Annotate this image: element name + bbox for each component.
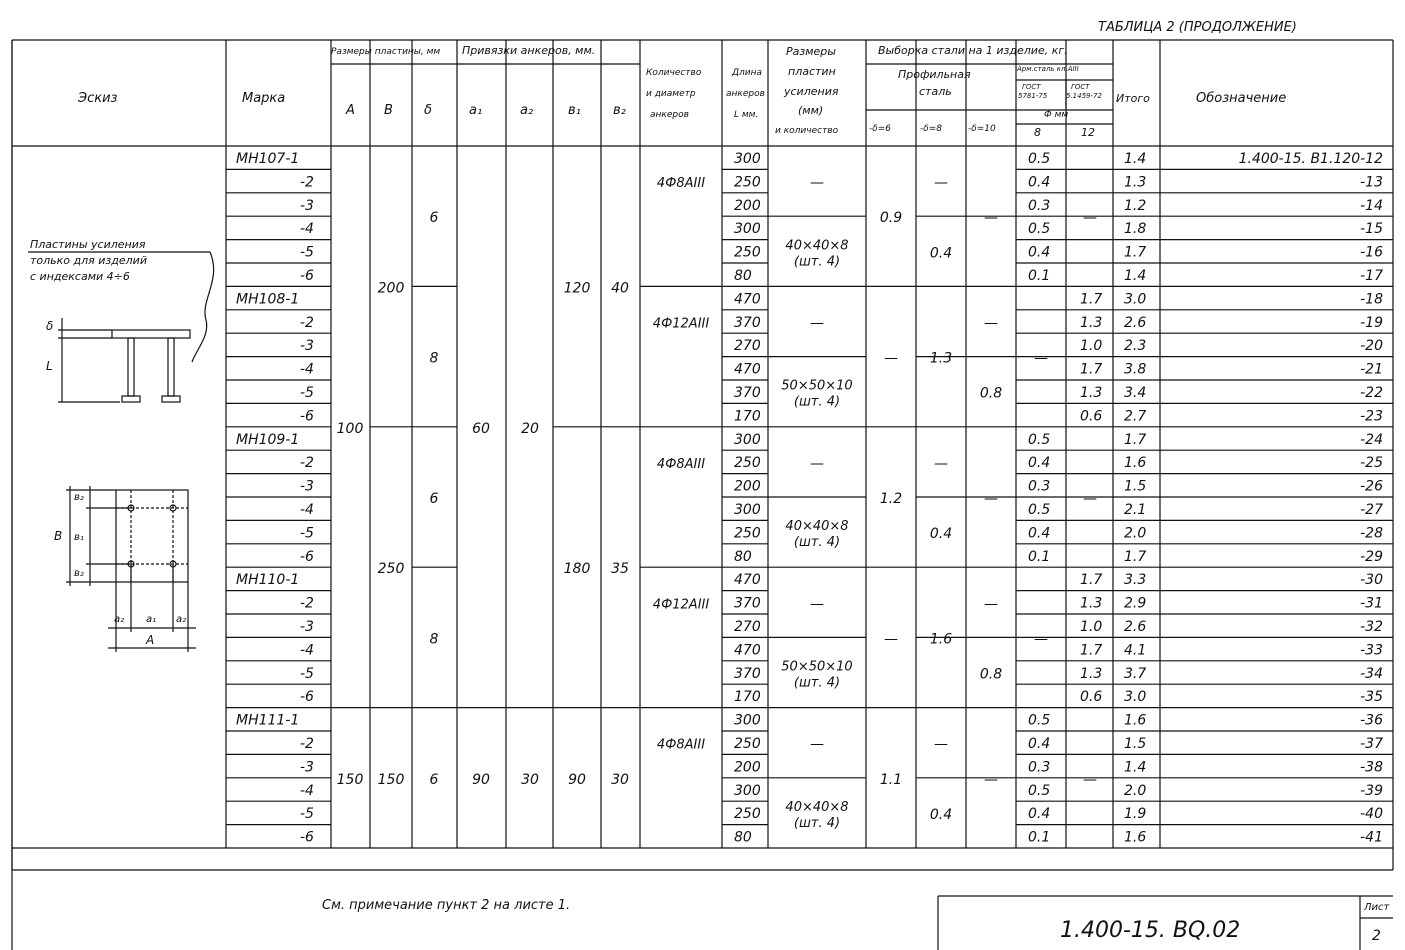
designation-cell: -40 [1360,806,1383,823]
profile-d10-dash: — [984,210,998,227]
header-steel-sample: Выборка стали на 1 изделие, кг. [878,44,1068,57]
phi12-cell: 1.3 [1080,314,1103,331]
phi12-dash: — [1083,210,1097,227]
header-b2: в₂ [613,103,626,118]
total-cell: 1.5 [1124,736,1147,752]
plate-delta-cell: 8 [429,350,439,367]
designation-cell: -13 [1360,174,1383,191]
anchor-length-cell: 470 [734,642,761,659]
reinf-count-cell: (шт. 4) [793,815,841,831]
total-cell: 1.6 [1124,829,1147,846]
phi8-cell: 0.5 [1028,221,1051,238]
header-gost2-1: ГОСТ [1071,83,1090,91]
header-plate-sizes: Размеры пластины, мм [331,47,441,57]
plate-B-cell: 250 [377,561,405,578]
phi8-cell: 0.5 [1028,712,1051,729]
profile-d6-cell: 0.9 [879,210,903,227]
mark-cell: -5 [300,665,314,682]
header-b1: в₁ [568,103,581,118]
sketch-note-3: с индексами 4÷6 [30,270,130,283]
b1-cell: 90 [568,771,586,788]
header-reinf-4: (мм) [798,104,824,117]
total-cell: 2.3 [1124,338,1147,355]
phi12-cell: 0.6 [1080,408,1103,425]
anchor-length-cell: 170 [734,408,761,425]
plate-B-cell: 150 [377,771,405,788]
header-plate-A: А [346,103,355,118]
profile-d8-dash: — [934,455,948,472]
phi8-cell: 0.3 [1028,197,1051,214]
anchor-length-cell: 200 [734,478,761,495]
header-anchor-offsets: Привязки анкеров, мм. [462,44,596,57]
header-anchor-len-2: анкеров [726,89,765,99]
profile-d8-cell: 1.6 [929,631,953,648]
header-d8: -δ=8 [920,124,943,134]
mark-cell: -3 [300,759,314,776]
total-cell: 1.7 [1124,244,1147,261]
anchor-length-cell: 250 [734,736,761,752]
phi8-cell: 0.5 [1028,151,1051,167]
designation-cell: -23 [1360,408,1383,425]
total-cell: 3.0 [1124,689,1147,706]
mark-cell: -2 [300,314,314,331]
header-a1: a₁ [469,103,483,118]
mark-cell: МН107-1 [236,151,300,167]
header-anchor-count-2: и диаметр [646,89,696,99]
header-reinf-2: пластин [788,65,836,78]
total-cell: 1.7 [1124,548,1147,565]
mark-cell: -5 [300,244,314,261]
mark-cell: -2 [300,455,314,472]
anchor-length-cell: 250 [734,174,761,191]
reinf-size-cell: 50×50×10 [781,659,853,675]
profile-d8-cell: 0.4 [929,526,953,543]
anchor-type-cell: 4Ф8АIII [656,456,706,472]
plate-A-cell: 150 [336,771,364,788]
total-cell: 3.4 [1124,385,1147,401]
table-caption: ТАБЛИЦА 2 (ПРОДОЛЖЕНИЕ) [1098,20,1297,35]
mark-cell: МН108-1 [236,291,300,308]
header-mark: Марка [242,91,286,106]
anchor-length-cell: 470 [734,361,761,378]
anchor-length-cell: 200 [734,759,761,776]
profile-d8-cell: 0.4 [929,245,953,262]
total-cell: 3.0 [1124,291,1147,308]
header-gost1-2: 5781-75 [1018,92,1048,100]
phi8-cell: 0.1 [1028,548,1051,565]
phi8-cell: 0.4 [1028,455,1051,472]
reinf-size-cell: 40×40×8 [785,799,849,815]
header-profile-steel-1: Профильная [898,68,971,81]
profile-d8-dash: — [934,736,948,753]
phi8-cell: 0.4 [1028,244,1051,261]
mark-cell: -6 [300,689,314,706]
anchor-length-cell: 370 [734,665,761,682]
anchor-length-cell: 300 [734,431,761,448]
b2-cell: 40 [611,280,629,297]
mark-cell: МН109-1 [236,431,300,448]
footer-note: См. примечание пункт 2 на листе 1. [322,898,571,913]
reinf-dash-cell: — [810,736,824,753]
designation-cell: -36 [1360,712,1383,729]
designation-cell: -14 [1360,197,1383,214]
anchor-length-cell: 370 [734,385,761,401]
anchor-length-cell: 370 [734,314,761,331]
mark-cell: -5 [300,525,314,542]
profile-d6-cell: 1.2 [879,491,903,507]
profile-d8-dash: — [934,175,948,192]
anchor-length-cell: 470 [734,291,761,308]
profile-d10-cell: 0.8 [979,385,1003,402]
anchor-length-cell: 370 [734,595,761,612]
sheet-number: 2 [1372,928,1381,944]
mark-cell: -4 [300,221,314,238]
sketch-dim-a2-left: a₂ [114,614,125,625]
plate-delta-cell: 8 [429,631,439,648]
profile-d6-dash: — [884,631,898,648]
designation-cell: -37 [1360,736,1383,752]
anchor-length-cell: 300 [734,502,761,518]
phi12-cell: 1.7 [1080,361,1103,378]
total-cell: 1.4 [1124,151,1147,167]
designation-cell: -17 [1360,268,1383,284]
phi8-cell: 0.5 [1028,431,1051,448]
sketch-dim-a1: a₁ [146,614,157,625]
reinf-dash-cell: — [810,315,824,332]
designation-cell: -15 [1360,221,1383,238]
anchor-length-cell: 300 [734,221,761,238]
total-cell: 2.7 [1124,408,1147,425]
profile-d10-cell: 0.8 [979,666,1003,683]
phi12-cell: 1.7 [1080,291,1103,308]
anchor-length-cell: 250 [734,455,761,472]
total-cell: 2.9 [1124,595,1147,612]
mark-cell: -3 [300,619,314,635]
mark-cell: -6 [300,268,314,284]
phi12-cell: 1.0 [1080,619,1103,635]
designation-cell: -38 [1360,759,1383,776]
mark-cell: -3 [300,197,314,214]
total-cell: 2.6 [1124,314,1147,331]
b1-cell: 180 [563,561,591,578]
designation-cell: -30 [1360,572,1383,589]
b2-cell: 30 [611,771,629,788]
reinf-count-cell: (шт. 4) [793,535,841,551]
profile-d8-cell: 1.3 [929,350,953,367]
total-cell: 4.1 [1124,642,1147,659]
sketch-dim-a2-right: a₂ [176,614,187,625]
designation-cell: -33 [1360,642,1383,659]
header-reinf-1: Размеры [786,45,836,58]
header-plate-B: В [384,103,393,118]
header-anchor-count-1: Количество [646,68,702,78]
anchor-length-cell: 270 [734,619,761,635]
anchor-length-cell: 250 [734,806,761,823]
designation-cell: -18 [1360,291,1383,308]
profile-d8-cell: 0.4 [929,806,953,823]
anchor-length-cell: 80 [734,829,752,846]
designation-cell: -26 [1360,478,1383,495]
total-cell: 3.7 [1124,665,1147,682]
anchor-length-cell: 300 [734,151,761,167]
header-phi-mm: Ф мм [1044,110,1069,120]
plate-B-cell: 200 [377,280,405,297]
designation-cell: -27 [1360,502,1383,518]
mark-cell: -2 [300,174,314,191]
b2-cell: 35 [611,561,629,578]
header-d10: -δ=10 [968,124,996,134]
sketch-dim-b2-bottom: в₂ [74,568,84,579]
phi12-cell: 1.3 [1080,595,1103,612]
profile-d10-dash: — [984,315,998,332]
designation-cell: 1.400-15. В1.120-12 [1238,151,1383,167]
mark-cell: -2 [300,736,314,752]
sketch-dim-delta: δ [46,319,54,333]
a1-cell: 60 [472,420,490,437]
reinf-size-cell: 40×40×8 [785,238,849,254]
sketch-dim-b1: в₁ [74,532,84,543]
reinf-count-cell: (шт. 4) [793,254,841,270]
reinf-size-cell: 40×40×8 [785,519,849,535]
doc-code: 1.400-15. ВQ.02 [1060,918,1241,943]
mark-cell: -6 [300,548,314,565]
profile-d10-dash: — [984,491,998,507]
header-total: Итого [1116,92,1150,105]
phi8-cell: 0.5 [1028,502,1051,518]
total-cell: 1.7 [1124,431,1147,448]
mark-cell: МН111-1 [236,712,300,729]
header-designation: Обозначение [1196,91,1287,106]
mark-cell: -4 [300,502,314,518]
phi12-dash: — [1083,491,1097,507]
mark-cell: -6 [300,829,314,846]
table-body [236,151,1383,846]
profile-d10-dash: — [984,771,998,788]
profile-d10-dash: — [984,596,998,613]
phi8-cell: 0.3 [1028,478,1051,495]
anchor-length-cell: 170 [734,689,761,706]
designation-cell: -34 [1360,665,1383,682]
designation-cell: -22 [1360,385,1383,401]
sketch-dim-b2-top: в₂ [74,492,84,503]
anchor-type-cell: 4Ф8АIII [656,737,706,753]
total-cell: 1.5 [1124,478,1147,495]
mark-cell: МН110-1 [236,572,300,589]
header-anchor-count-3: анкеров [650,110,689,120]
total-cell: 1.9 [1124,806,1147,823]
total-cell: 2.0 [1124,525,1147,542]
anchor-length-cell: 470 [734,572,761,589]
designation-cell: -19 [1360,314,1383,331]
sheet-label: Лист [1364,902,1390,913]
total-cell: 3.8 [1124,361,1147,378]
phi12-cell: 1.7 [1080,572,1103,589]
anchor-length-cell: 250 [734,244,761,261]
reinf-dash-cell: — [810,175,824,192]
sketch-dim-B: В [54,529,63,543]
designation-cell: -28 [1360,525,1383,542]
designation-cell: -35 [1360,689,1383,706]
designation-cell: -32 [1360,619,1383,635]
total-cell: 2.1 [1124,502,1147,518]
b1-cell: 120 [563,280,591,297]
designation-cell: -25 [1360,455,1383,472]
sketch-dim-L: L [46,359,53,373]
total-cell: 2.6 [1124,619,1147,635]
header-gost1-1: ГОСТ [1022,83,1041,91]
phi8-dash: — [1034,631,1048,648]
phi12-cell: 1.3 [1080,385,1103,401]
phi8-cell: 0.4 [1028,525,1051,542]
mark-cell: -4 [300,642,314,659]
total-cell: 2.0 [1124,782,1147,799]
anchor-length-cell: 250 [734,525,761,542]
sketch-note-1: Пластины усиления [30,238,146,251]
sketch-note-2: только для изделий [30,254,147,267]
header-reinf-5: и количество [775,126,839,136]
profile-d6-dash: — [884,350,898,367]
anchor-length-cell: 300 [734,782,761,799]
anchor-type-cell: 4Ф12АIII [652,316,710,332]
mark-cell: -3 [300,478,314,495]
plate-delta-cell: 6 [429,771,439,788]
header-profile-steel-2: сталь [919,85,952,98]
designation-cell: -16 [1360,244,1383,261]
total-cell: 3.3 [1124,572,1147,589]
header-reinf-3: усиления [784,85,839,98]
mark-cell: -2 [300,595,314,612]
designation-cell: -31 [1360,595,1383,612]
phi12-dash: — [1083,771,1097,788]
phi8-cell: 0.1 [1028,268,1051,284]
mark-cell: -6 [300,408,314,425]
header-a2: a₂ [520,103,534,118]
phi12-cell: 1.0 [1080,338,1103,355]
a2-cell: 20 [521,420,539,437]
anchor-length-cell: 300 [734,712,761,729]
mark-cell: -5 [300,385,314,401]
header-anchor-len-1: Длина [732,68,763,78]
phi8-cell: 0.1 [1028,829,1051,846]
anchor-length-cell: 270 [734,338,761,355]
reinf-count-cell: (шт. 4) [793,394,841,410]
phi12-cell: 1.3 [1080,665,1103,682]
designation-cell: -39 [1360,782,1383,799]
total-cell: 1.3 [1124,174,1147,191]
header-anchor-len-3: L мм. [734,110,759,120]
anchor-length-cell: 80 [734,548,752,565]
designation-cell: -29 [1360,548,1383,565]
total-cell: 1.6 [1124,455,1147,472]
anchor-type-cell: 4Ф12АIII [652,597,710,613]
mark-cell: -4 [300,782,314,799]
header-sketch: Эскиз [78,91,118,106]
anchor-length-cell: 80 [734,268,752,284]
mark-cell: -5 [300,806,314,823]
phi8-dash: — [1034,350,1048,367]
phi8-cell: 0.4 [1028,806,1051,823]
phi8-cell: 0.5 [1028,782,1051,799]
designation-cell: -24 [1360,431,1383,448]
phi8-cell: 0.4 [1028,736,1051,752]
reinf-dash-cell: — [810,596,824,613]
phi12-cell: 1.7 [1080,642,1103,659]
profile-d6-cell: 1.1 [879,771,903,788]
total-cell: 1.4 [1124,268,1147,284]
designation-cell: -21 [1360,361,1383,378]
header-phi12: 12 [1081,126,1095,139]
total-cell: 1.4 [1124,759,1147,776]
header-rebar-steel: Арм.сталь кл.AIII [1017,65,1079,73]
sketch [28,238,214,652]
header-d6: -δ=6 [869,124,892,134]
plate-delta-cell: 6 [429,491,439,507]
anchor-length-cell: 200 [734,197,761,214]
phi12-cell: 0.6 [1080,689,1103,706]
designation-cell: -41 [1360,829,1383,846]
plate-A-cell: 100 [336,420,364,437]
mark-cell: -4 [300,361,314,378]
plate-delta-cell: 6 [429,210,439,227]
total-cell: 1.8 [1124,221,1147,238]
reinf-dash-cell: — [810,455,824,472]
total-cell: 1.2 [1124,197,1147,214]
a2-cell: 30 [521,771,539,788]
phi8-cell: 0.4 [1028,174,1051,191]
designation-cell: -20 [1360,338,1383,355]
header-plate-delta: δ [424,103,432,118]
header-phi8: 8 [1034,126,1041,139]
a1-cell: 90 [472,771,490,788]
phi8-cell: 0.3 [1028,759,1051,776]
header-gost2-2: 5.1459-72 [1066,92,1102,100]
total-cell: 1.6 [1124,712,1147,729]
sketch-dim-A: А [146,633,155,647]
mark-cell: -3 [300,338,314,355]
anchor-type-cell: 4Ф8АIII [656,176,706,192]
reinf-size-cell: 50×50×10 [781,378,853,394]
reinf-count-cell: (шт. 4) [793,675,841,691]
